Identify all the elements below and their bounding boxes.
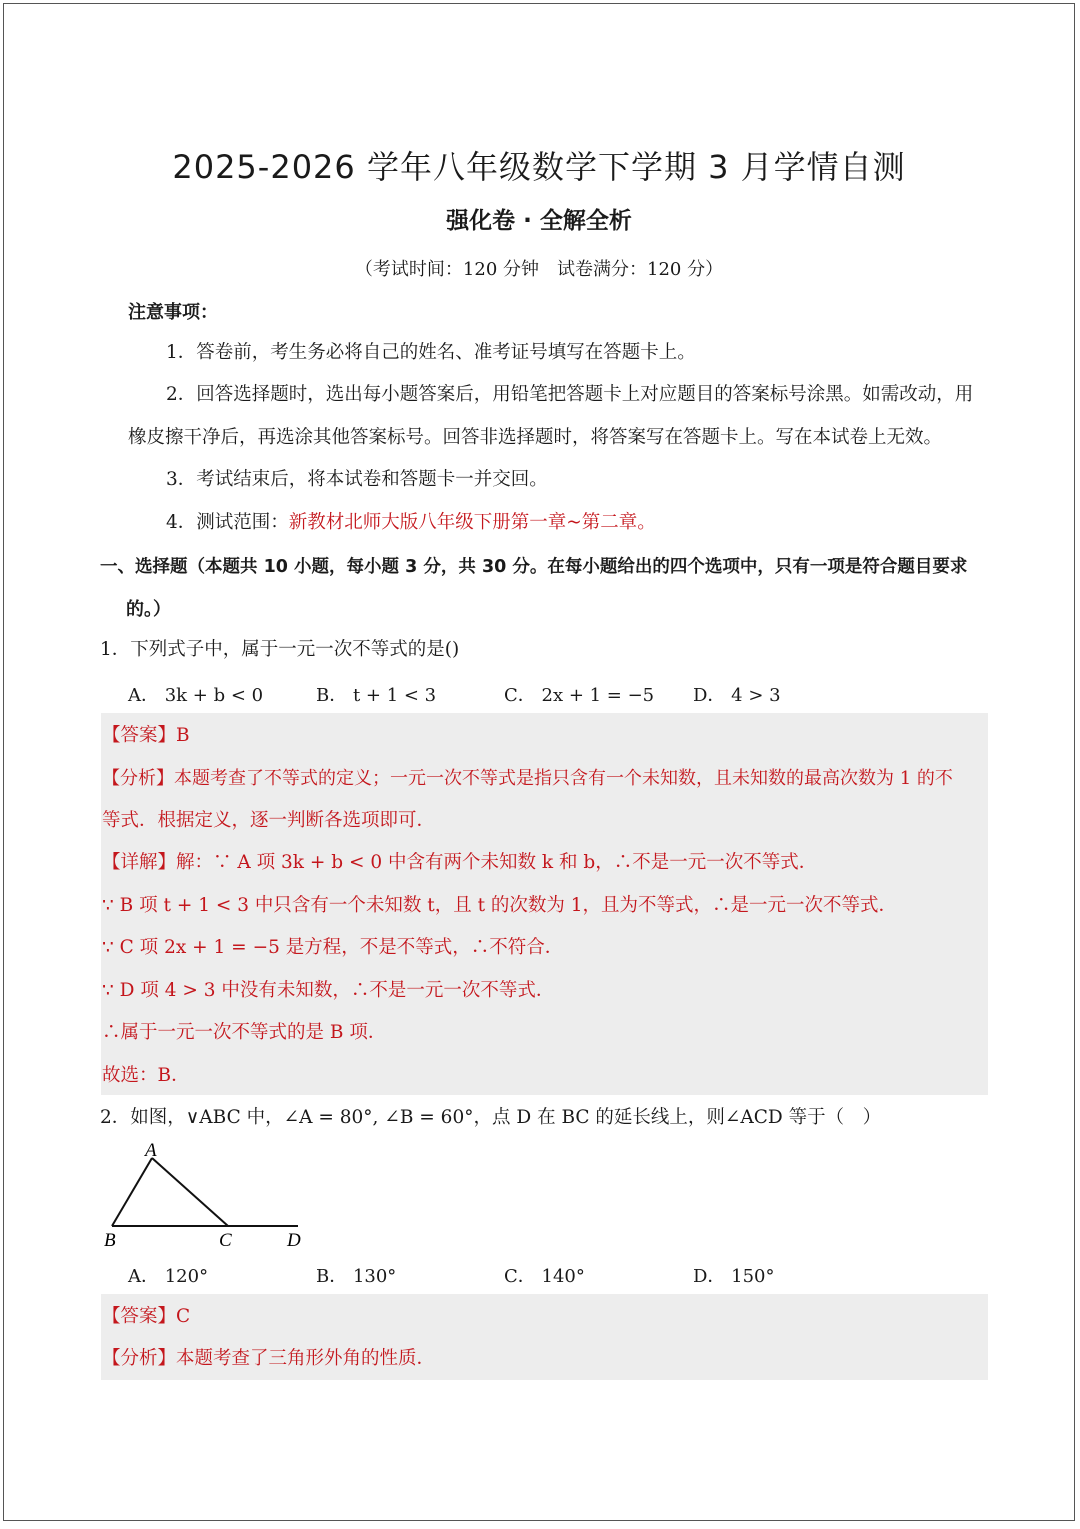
question-2-analysis: 【分析】本题考查了三角形外角的性质． — [102, 1348, 436, 1369]
question-1-option-a: A． 3k + b < 0 — [128, 685, 264, 706]
question-2-option-c: C． 140° — [504, 1266, 585, 1287]
question-2-option-b: B． 130° — [316, 1266, 397, 1287]
question-1-analysis-line-1: 【分析】本题考查了不等式的定义；一元一次不等式是指只含有一个未知数，且未知数的最高次数为 1 的不 — [102, 768, 953, 789]
question-1-detail-line: ∵ B 项 t + 1 < 3 中只含有一个未知数 t，且 t 的次数为 1，且为不等式，∴是一元一次不等式． — [102, 895, 898, 916]
notice-item-4-prefix: 4．测试范围： — [166, 512, 289, 533]
notice-item-2-line-2: 橡皮擦干净后，再选涂其他答案标号。回答非选择题时，将答案写在答题卡上。写在本试卷上无效。 — [128, 427, 943, 448]
question-2-answer: 【答案】C — [102, 1306, 191, 1327]
point-b-label: B — [104, 1230, 116, 1251]
side-ac — [152, 1158, 228, 1226]
question-1-detail-line: ∴属于一元一次不等式的是 B 项． — [102, 1022, 387, 1043]
point-d-label: D — [287, 1230, 301, 1251]
question-2-option-d: D． 150° — [693, 1266, 775, 1287]
notice-item-2-line-1: 2．回答选择题时，选出每小题答案后，用铅笔把答题卡上对应题目的答案标号涂黑。如需改动，用 — [166, 384, 974, 405]
question-1-detail-line: 【详解】解：∵ A 项 3k + b < 0 中含有两个未知数 k 和 b，∴不是一元一次不等式． — [102, 852, 818, 873]
notice-heading: 注意事项： — [128, 302, 218, 323]
question-2-stem: 2．如图，∨ABC 中，∠A = 80°, ∠B = 60°，点 D 在 BC 的延长线上，则∠ACD 等于（ ） — [100, 1107, 882, 1128]
notice-item-3: 3．考试结束后，将本试卷和答题卡一并交回。 — [166, 469, 548, 490]
notice-item-4 — [166, 510, 656, 536]
side-ab — [112, 1158, 152, 1226]
question-1-option-d: D． 4 > 3 — [693, 685, 781, 706]
section-1-heading-line-1: 一、选择题（本题共 10 小题，每小题 3 分，共 30 分。在每小题给出的四个选项中，只有一项是符合题目要求 — [100, 557, 968, 577]
point-c-label: C — [219, 1230, 232, 1251]
question-1-detail-line: ∵ D 项 4 > 3 中没有未知数，∴不是一元一次不等式． — [102, 980, 555, 1001]
exam-page — [3, 3, 1075, 1521]
question-1-detail-line: ∵ C 项 2x + 1 = −5 是方程，不是不等式，∴不符合． — [102, 937, 564, 958]
question-1-analysis-line-2: 等式．根据定义，逐一判断各选项即可． — [102, 810, 436, 831]
section-1-heading-line-2: 的。） — [126, 599, 171, 620]
point-a-label: A — [145, 1140, 157, 1161]
question-1-option-b: B． t + 1 < 3 — [316, 685, 437, 706]
question-2-option-a: A． 120° — [128, 1266, 209, 1287]
exam-subtitle: 强化卷 · 全解全析 — [446, 208, 632, 234]
question-1-detail-line: 故选：B． — [102, 1065, 190, 1086]
test-scope: 新教材北师大版八年级下册第一章~第二章。 — [288, 512, 656, 533]
question-1-option-c: C． 2x + 1 = −5 — [504, 685, 655, 706]
exam-meta: （考试时间：120 分钟 试卷满分：120 分） — [354, 259, 724, 280]
notice-item-1: 1．答卷前，考生务必将自己的姓名、准考证号填写在答题卡上。 — [166, 342, 696, 363]
question-1-stem: 1．下列式子中，属于一元一次不等式的是() — [100, 639, 460, 660]
triangle-figure — [100, 1140, 320, 1252]
question-1-answer: 【答案】B — [102, 725, 190, 746]
exam-title: 2025-2026 学年八年级数学下学期 3 月学情自测 — [172, 148, 906, 186]
